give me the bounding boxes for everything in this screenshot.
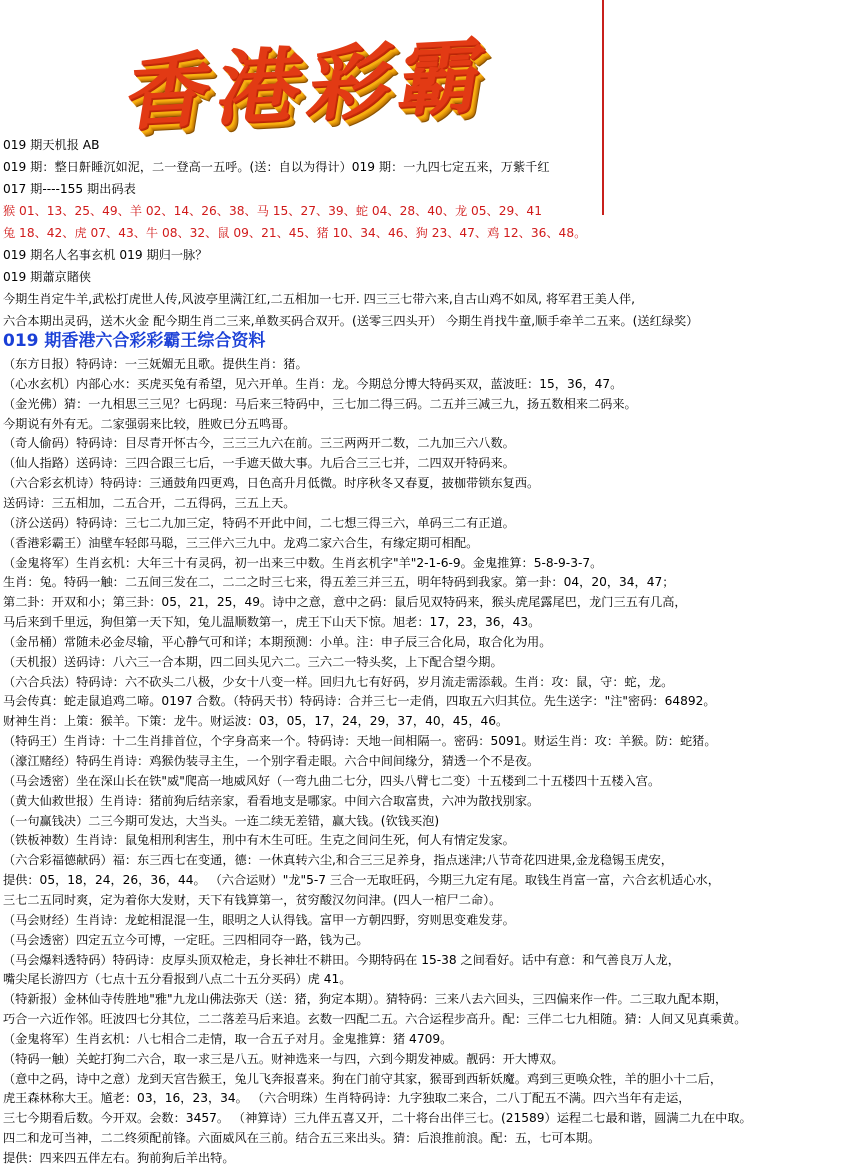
body-line: （马会透密）坐在深山长在铁"威"爬高一地威风好（一弯九曲二七分，四头八臂七二变）十五楼到二十五楼四十五楼入宫。 (3, 773, 661, 788)
body-line: 三七今期看后数。今开双。会数：3457。 （神算诗）三九伴五喜又开，二十将台出伴三七。(21589）运程二七最和谐，圆满二九在中取。 (3, 1111, 752, 1126)
body-line: 马后来到千里远，狗但第一天下知，兔儿温顺数第一，虎王下山天下惊。旭老：17，23，36，43。 (3, 615, 541, 630)
body-line: （金鬼将军）生肖玄机：八七相合二走情，取一合五子对月。金鬼推算：猪 4709。 (3, 1031, 453, 1046)
body-line: 送码诗：三五相加，二五合开，二五得码，三五上天。 (3, 495, 296, 510)
body-line: 虎王森林称大王。馗老：03，16，23，34。 （六合明珠）生肖特码诗：九字独取二来合，二八丁配五不满。四六当年有走运， (3, 1091, 691, 1106)
body-line: （特码王）生肖诗：十二生肖排首位，个字身高来一个。特码诗：天地一间相隔一。密码：5091。财运生肖：攻：羊猴。防：蛇猪。 (3, 734, 717, 749)
body-line: 嘴尖尾长游四方（七点十五分看报到八点二十五分买码）虎 41。 (3, 972, 352, 987)
header-line: 019 期：整日鼾睡沉如泥，二一登高一五呼。(送：自以为得计）019 期：一九四七定五来，万紫千红 (3, 160, 550, 174)
header-line: 019 期名人名事玄机 019 期归一脉？ (3, 248, 208, 262)
header-line: 今期生肖定牛羊,武松打虎世人传,风波亭里满江红,二五相加一七开. 四三三七带六来,自古山鸡不如凤, 将军君王美人伴, (3, 292, 636, 306)
body-line: （奇人偷码）特码诗：目尽青开怀古今，三三三九六在前。三三两两开二数，二九加三六八数。 (3, 436, 515, 451)
banner-title: 香港彩霸 (119, 27, 499, 143)
body-line: （六合彩福德献码）福：东三西七在变通，德：一休真转六尘,和合三三足养身，指点迷津;八节奇花四进果,金龙稳锡玉虎安， (3, 853, 673, 868)
body-line: 四二和龙可当神，二二终须配前锋。六面威风在三前。结合五三来出头。猜：后浪推前浪。配：五，七可本期。 (3, 1131, 601, 1146)
body-line: 提供：四来四五伴左右。狗前狗后羊出特。 (3, 1151, 235, 1165)
body-line: （马会爆料透特码）特码诗：皮厚头顶双枪走，身长神壮不耕田。今期特码在 15-38 之间看好。话中有意：和气善良万人龙， (3, 952, 680, 967)
body-line: （金光佛）猜：一九相思三三见？七码现：马后来三特码中，三七加二得三码。二五并三减三九，扬五数相来二码来。 (3, 396, 637, 411)
body-line: 生肖：兔。特码一触：二五间三发在二，二二之时三七来，得五差三并三五，明年特码到我家。第一卦：04，20，34，47； (3, 575, 675, 590)
header-line: 017 期----155 期出码表 (3, 182, 136, 196)
body-line: （铁板神数）生肖诗：鼠兔相刑利害生，刑中有木生可旺。生克之间问生死，何人有情定发家。 (3, 833, 515, 848)
body-line: 提供：05，18，24，26，36，44。 （六合运财）"龙"5-7 三合一无取旺码，今期三九定有尾。取钱生肖富一富，六合玄机适心水， (3, 873, 720, 888)
body-line: 巧合一六近作邻。旺波四七分其位，二二落差马后来追。玄数一四配二五。六合运程步高升。配：三伴二七九相随。猜：人间又见真乘黄。 (3, 1012, 747, 1027)
body-line: （金鬼将军）生肖玄机：大年三十有灵码，初一出来三中数。生肖玄机字"羊"2-1-6-9。金鬼推算：5-8-9-3-7。 (3, 555, 603, 570)
body-line: 第二卦：开双和小；第三卦：05，21，25，49。诗中之意，意中之码：鼠后见双特码来，猴头虎尾露尾巴，龙门三五有几高， (3, 595, 687, 610)
body-line: （特新报）金林仙寺传胜地"雅"九龙山佛法弥天（送：猪，狗定本期）。猜特码：三来八去六回头，三四偏来作一件。二三取九配本期， (3, 992, 728, 1007)
body-line: （六合兵法）特码诗：六不砍头二八极，少女十八变一样。回归九七有好码，岁月流走需添载。生肖：攻：鼠，守：蛇，龙。 (3, 674, 674, 689)
header-line: 019 期天机报 AB (3, 138, 100, 152)
body-line: （济公送码）特码诗：三七二九加三定，特码不开此中间，二七想三得三六，单码三二有正道。 (3, 515, 515, 530)
body-line: （金吊桶）常随未必金尽输，平心静气可和详；本期预测：小单。注：申子辰三合化局，取合化为用。 (3, 634, 552, 649)
section-title: 019 期香港六合彩彩霸王综合资料 (3, 331, 266, 351)
body-line: （特码一触）关蛇打狗二六合，取一求三是八五。财神选来一与四，六到今期发神威。靓码：开大博双。 (3, 1051, 564, 1066)
body-line: （意中之码，诗中之意）龙到天宫告猴王，兔儿飞奔报喜来。狗在门前守其家，猴哥到西斩妖魔。鸡到三更唤众牲，羊的胆小十二后， (3, 1071, 723, 1086)
body-line: （一句赢钱决）二三今期可发达，大当头。一连二续无差错，赢大钱。(钦钱买泡) (3, 813, 440, 828)
body-line: （仙人指路）送码诗：三四合跟三七后，一手遮天做大事。九后合三三七并，二四双开特码来。 (3, 456, 515, 471)
body-line: （香港彩霸王）油壁车轻郎马聪，三三伴六三九中。龙鸡二家六合生，有缘定期可相配。 (3, 535, 479, 550)
header-line: 六合本期出灵码，送木火金 配今期生肖二三来,单数买码合双开。(送零三四头开） 今期生肖找牛童,顺手牵羊二五来。(送红绿奖） (3, 314, 699, 328)
header-line: 兔 18、42、虎 07、43、牛 08、32、鼠 09、21、45、猪 10、34、46、狗 23、47、鸡 12、36、48。 (3, 226, 587, 240)
body-line: （马会财经）生肖诗：龙蛇相混混一生，眼明之人认得钱。富甲一方朝四野，穷则思变难发芽。 (3, 912, 515, 927)
body-line: 马会传真：蛇走鼠追鸡二啼。0197 合数。（特码天书）特码诗：合并三七一走俏，四取五六归其位。先生送字："注"密码：64892。 (3, 694, 716, 709)
header-line: 猴 01、13、25、49、羊 02、14、26、38、马 15、27、39、蛇 04、28、40、龙 05、29、41 (3, 204, 542, 218)
body-line: （黄大仙救世报）生肖诗：猪前狗后结亲家，看看地支是哪家。中间六合取富贵，六冲为散找别家。 (3, 793, 540, 808)
red-divider-line (602, 0, 604, 215)
body-line: （天机报）送码诗：八六三一合本期，四二回头见六二。三六二一特头奖，上下配合望今期。 (3, 654, 503, 669)
header-line: 019 期蕭京賭侠 (3, 270, 92, 284)
body-line: 今期说有外有无。二家强弱来比较，胜败已分五鸣哥。 (3, 416, 296, 431)
body-line: （马会透密）四定五立今可博，一定旺。三四相同夺一路，钱为己。 (3, 932, 369, 947)
body-line: （六合彩玄机诗）特码诗：三通鼓角四更鸡，日色高升月低微。时序秋冬又春夏，披枷带锁东复西。 (3, 476, 540, 491)
banner (119, 20, 570, 143)
body-line: （东方日报）特码诗：一三妩媚无且歌。提供生肖：猪。 (3, 357, 308, 371)
body-line: 财神生肖：上策：猴羊。下策：龙牛。财运波：03，05，17，24，29，37，40，45，46。 (3, 714, 509, 729)
body-line: （心水玄机）内部心水：买虎买兔有希望，见六开单。生肖：龙。今期总分博大特码买双，蓝波旺：15，36，47。 (3, 376, 623, 391)
body-line: 三七二五同时爽，定为着你大发财，天下有钱算第一，贫穷酸汉勿问津。(四人一棺尸二命）。 (3, 892, 502, 907)
body-line: （濠江赌经）特码生肖诗：鸡猴伪装寻主生，一个别字看走眼。六合中间间缘分，猜透一个不是夜。 (3, 754, 540, 768)
